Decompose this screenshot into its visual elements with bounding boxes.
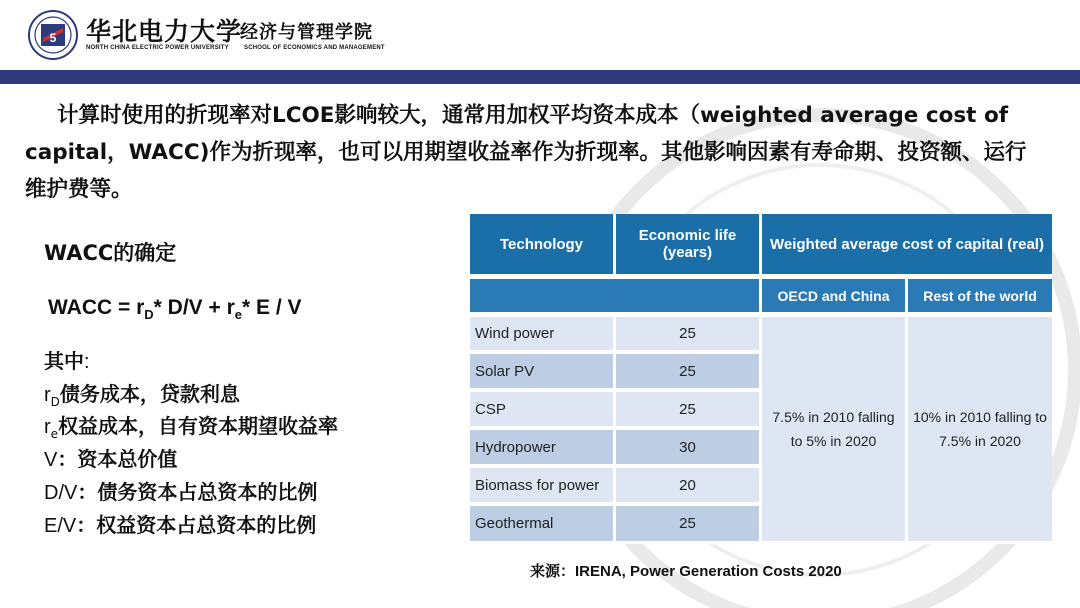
cell-tech-0: Wind power [470,317,613,350]
cell-tech-2: CSP [470,392,613,426]
formula-sub-2: e [234,307,243,322]
wacc-title: WACC的确定 [44,241,177,265]
subheader-rest: Rest of the world [908,279,1052,312]
svg-text:5: 5 [49,31,57,45]
intro-paragraph: 计算时使用的折现率对LCOE影响较大，通常用加权平均资本成本（weighted average cost of capital，WACC)作为折现率，也可以用期望收益率作为折现率。其他影响因素有寿命期、投资额、运行维护费等。 [25,103,1027,202]
header-technology: Technology [470,214,613,274]
cell-life-2: 25 [616,392,759,426]
formula-sub-1: D [144,307,154,322]
source-citation: 来源：IRENA, Power Generation Costs 2020 [530,562,842,580]
header-wacc: Weighted average cost of capital (real) [762,214,1052,274]
cell-oecd-value: 7.5% in 2010 falling to 5% in 2020 [762,317,905,541]
cell-life-1: 25 [616,354,759,388]
university-name-en: NORTH CHINA ELECTRIC POWER UNIVERSITY [86,45,229,51]
university-logo [28,10,78,60]
university-name-cn: 华北电力大学 [86,17,243,46]
slide-header [0,0,1080,70]
cell-life-0: 25 [616,317,759,350]
cell-tech-3: Hydropower [470,430,613,464]
wacc-table [470,214,1052,544]
formula-part-2: * D/V + r [153,296,235,319]
cell-tech-5: Geothermal [470,506,613,541]
header-band [0,70,1080,84]
subheader-oecd: OECD and China [762,279,905,312]
school-name-cn: 经济与管理学院 [240,22,373,43]
cell-life-4: 20 [616,468,759,502]
cell-life-3: 30 [616,430,759,464]
definition-v: V：资本总价值 [44,447,178,471]
definition-ev: E/V：权益资本占总资本的比例 [44,513,317,537]
cell-tech-1: Solar PV [470,354,613,388]
formula-part-3: * E / V [242,296,302,319]
subheader-blank [470,279,759,312]
cell-life-5: 25 [616,506,759,541]
where-label: 其中: [44,349,90,373]
cell-tech-4: Biomass for power [470,468,613,502]
definition-dv: D/V：债务资本占总资本的比例 [44,480,318,504]
school-name-en: SCHOOL OF ECONOMICS AND MANAGEMENT [244,45,385,51]
cell-rest-value: 10% in 2010 falling to 7.5% in 2020 [908,317,1052,541]
definition-re: $r_e$权益成本，自有资本期望收益率 [44,414,339,441]
formula-part-1: WACC = r [48,296,145,319]
wacc-formula [48,296,302,322]
definition-rd: $r_D$债务成本，贷款利息 [44,382,240,409]
header-economic-life: Economic life (years) [616,214,759,274]
